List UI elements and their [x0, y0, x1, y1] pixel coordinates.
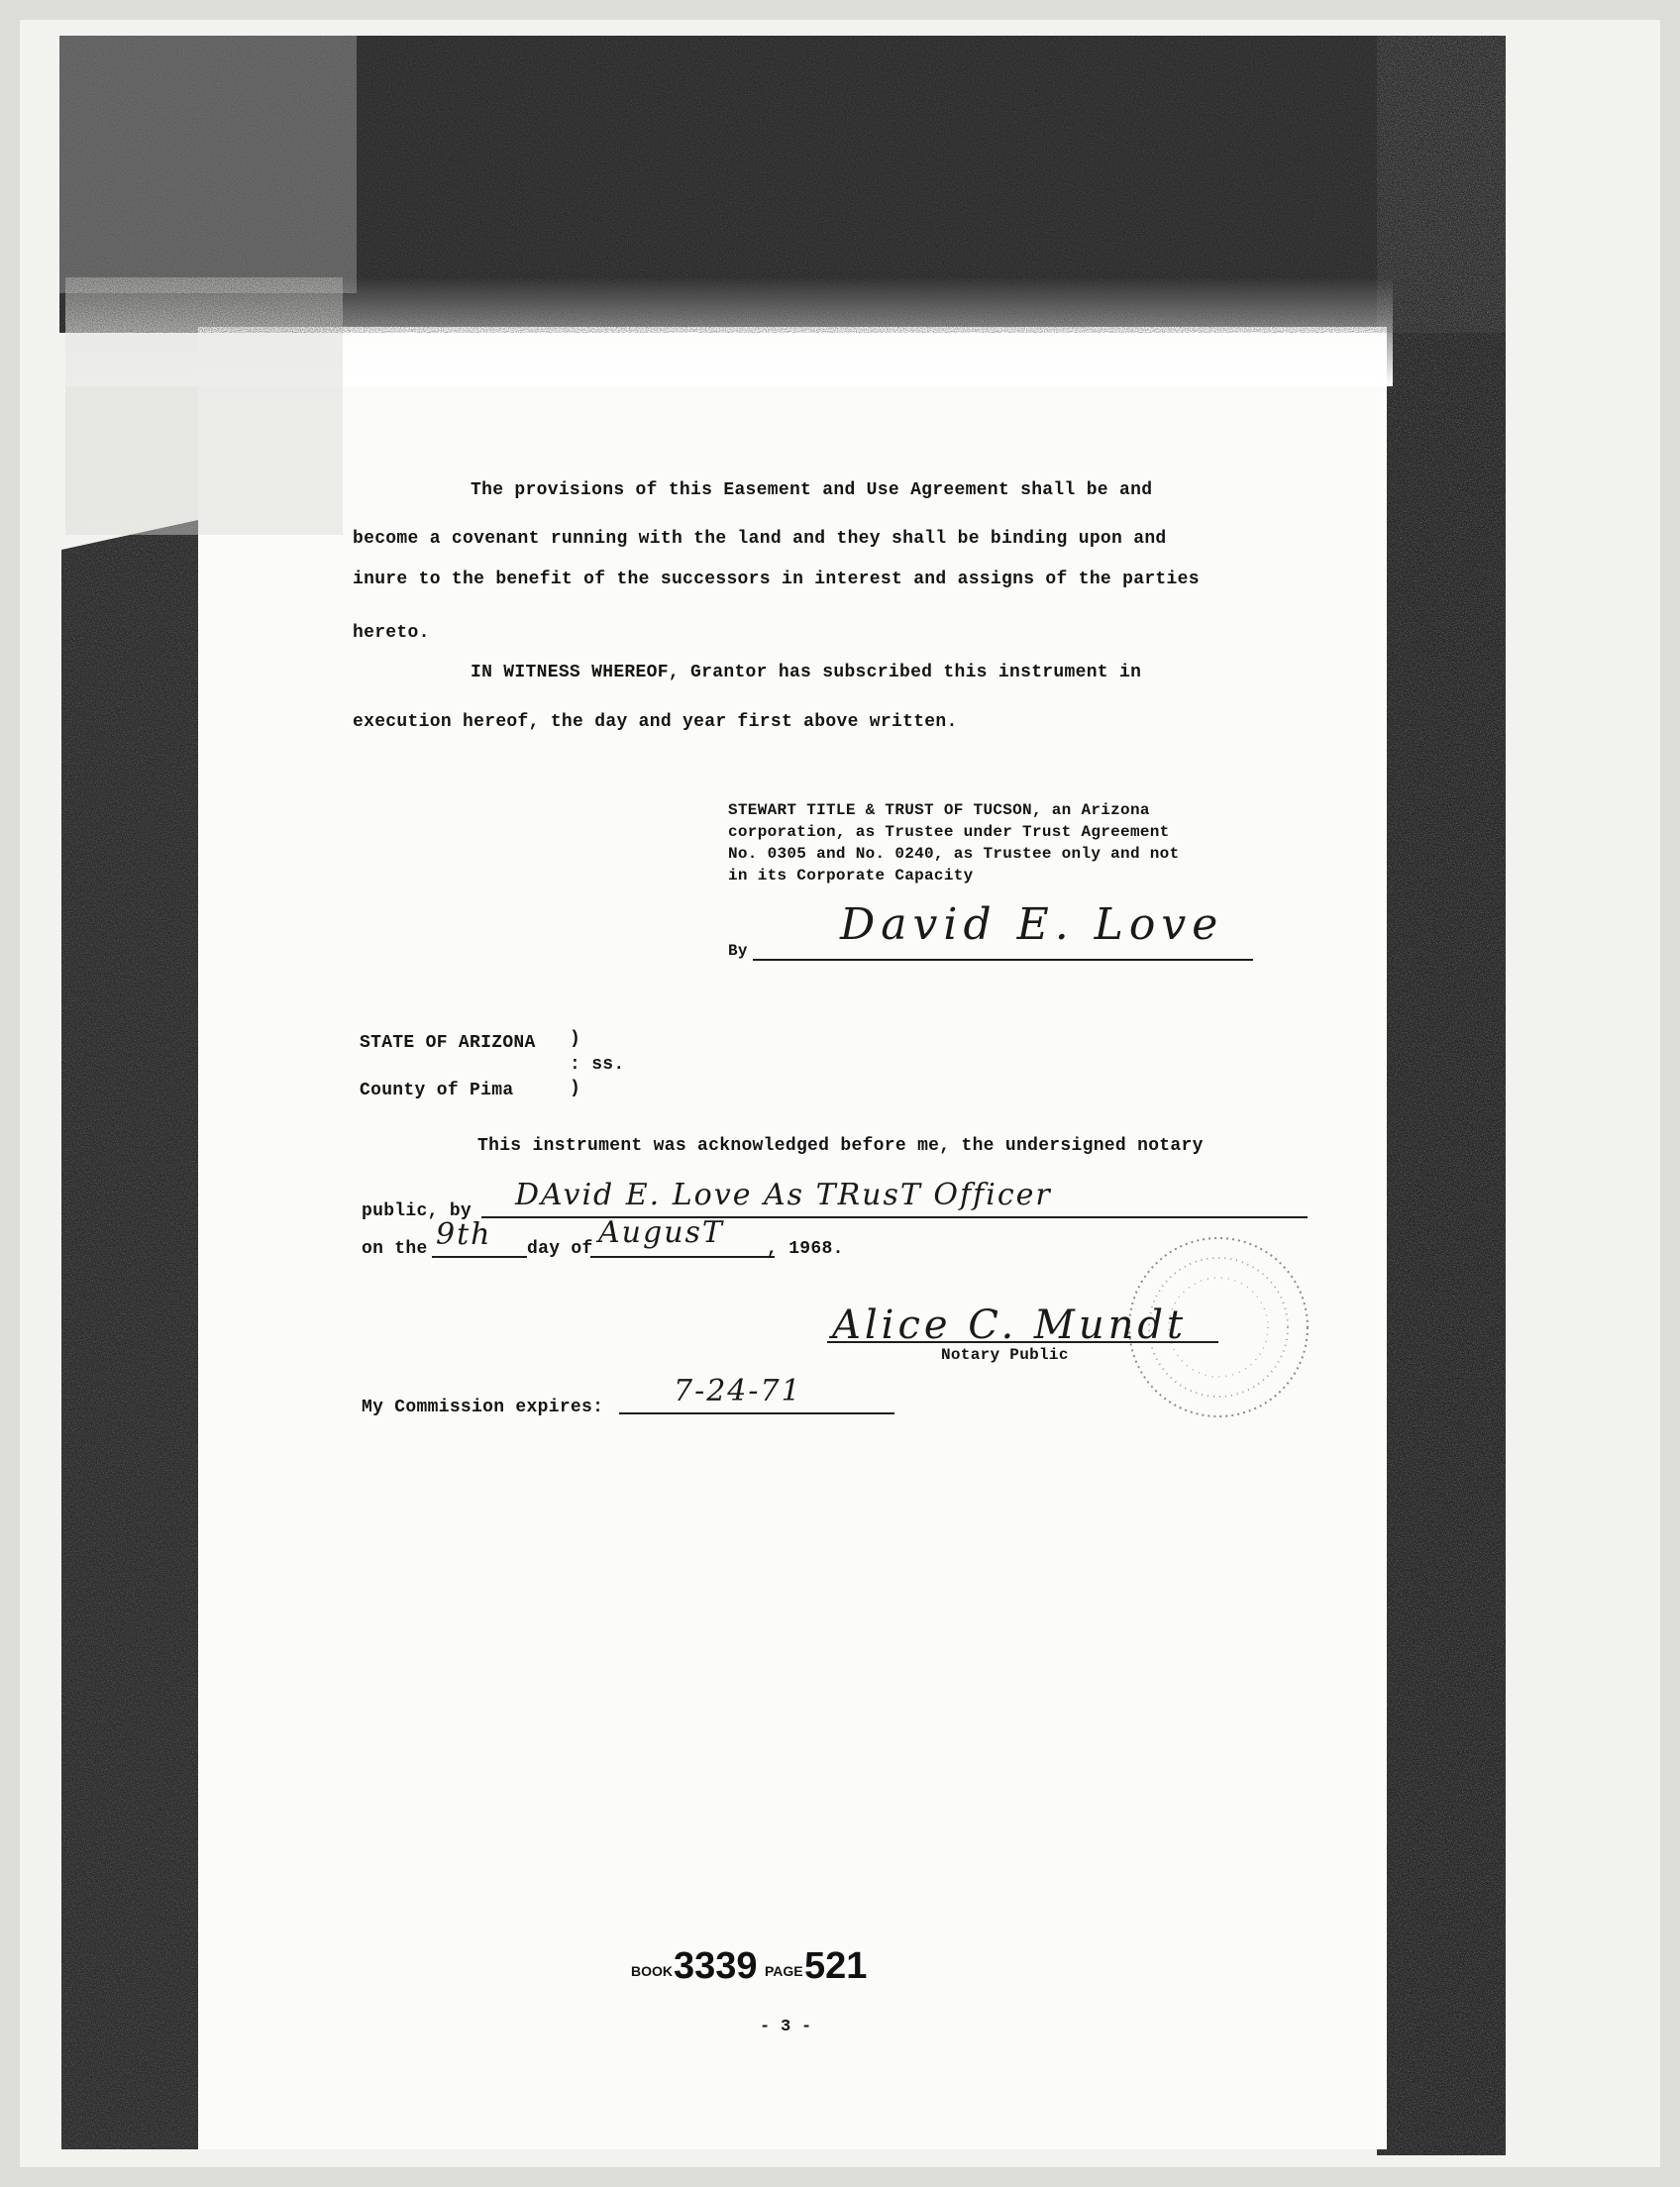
trustee-line2: corporation, as Trustee under Trust Agreement — [728, 823, 1170, 841]
notary-title: Notary Public — [941, 1346, 1069, 1364]
ack-public-by-value: DAvid E. Love As TRusT Officer — [515, 1178, 1052, 1212]
venue-county: County of Pima — [360, 1081, 514, 1100]
trustee-line4: in its Corporate Capacity — [728, 867, 974, 885]
commission-label: My Commission expires: — [362, 1398, 604, 1417]
paragraph1-line1: The provisions of this Easement and Use Agreement shall be and — [471, 480, 1153, 500]
notary-signature-line — [827, 1341, 1218, 1343]
paragraph2-line2: execution hereof, the day and year first above written. — [353, 712, 958, 732]
paragraph1-line4: hereto. — [353, 623, 430, 643]
ack-year: , 1968. — [767, 1239, 844, 1259]
commission-value: 7-24-71 — [674, 1374, 802, 1408]
ack-day-line — [432, 1256, 527, 1258]
venue-paren-open: ) — [570, 1029, 581, 1049]
page-marker: - 3 - — [760, 2018, 812, 2036]
book-number: 3339 — [674, 1945, 758, 1987]
trustee-line3: No. 0305 and No. 0240, as Trustee only and not — [728, 845, 1180, 863]
commission-line — [619, 1412, 894, 1414]
venue-ss: : ss. — [570, 1055, 625, 1075]
by-label: By — [728, 942, 748, 960]
ack-month-line — [590, 1256, 775, 1258]
paragraph2-line1: IN WITNESS WHEREOF, Grantor has subscribed this instrument in — [471, 663, 1142, 682]
venue-state: STATE OF ARIZONA — [360, 1033, 536, 1053]
by-signature-line — [753, 959, 1253, 961]
ack-public-by-label: public, by — [362, 1201, 472, 1221]
ack-line1: This instrument was acknowledged before me, the undersigned notary — [477, 1136, 1204, 1156]
book-label: BOOK — [631, 1963, 673, 1979]
paragraph1-line3: inure to the benefit of the successors in interest and assigns of the parties — [353, 570, 1200, 589]
ack-on-the-label: on the — [362, 1239, 428, 1259]
venue-paren-close: ) — [570, 1079, 581, 1098]
ack-month-value: AugusT — [598, 1215, 724, 1250]
page-label: PAGE — [765, 1963, 803, 1979]
ack-day-of-label: day of — [527, 1239, 593, 1259]
paragraph1-line2: become a covenant running with the land and they shall be binding upon and — [353, 529, 1167, 549]
trustee-line1: STEWART TITLE & TRUST OF TUCSON, an Arizona — [728, 801, 1150, 819]
ack-day-value: 9th — [436, 1217, 492, 1252]
trustee-signature: David E. Love — [840, 899, 1224, 950]
page-number: 521 — [804, 1945, 868, 1987]
notary-signature: Alice C. Mundt — [832, 1302, 1188, 1348]
